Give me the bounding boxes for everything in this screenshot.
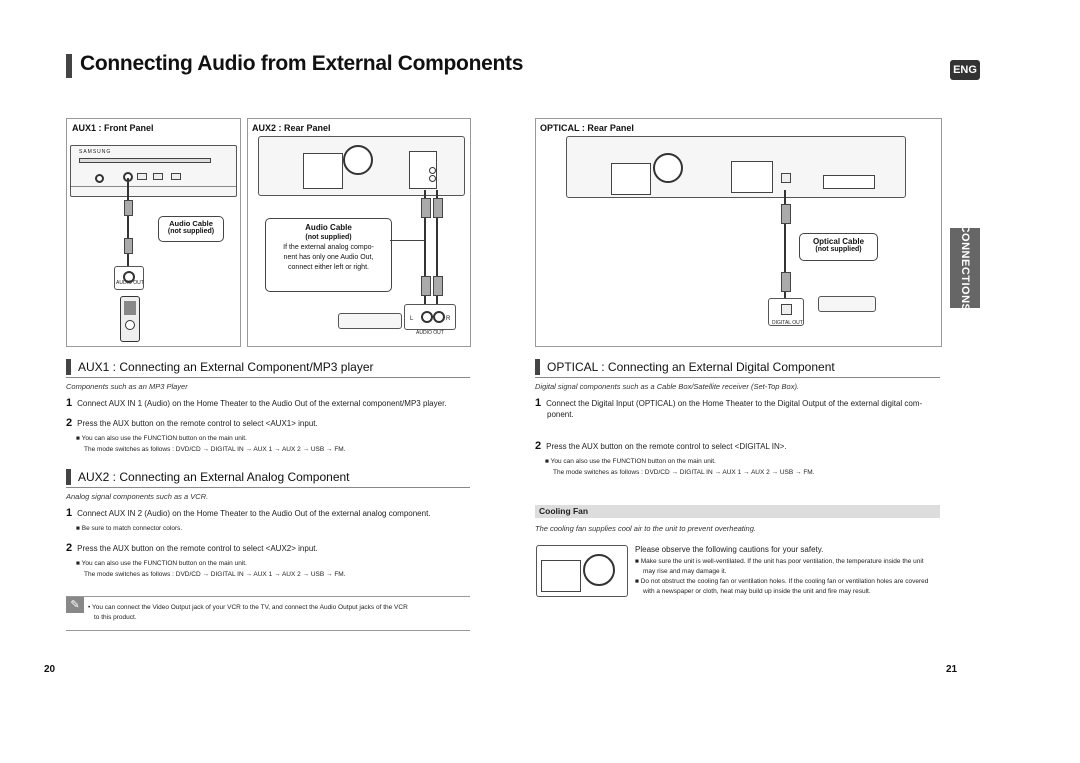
aux1-heading: AUX1 : Connecting an External Component/MP3 player [78, 360, 374, 374]
note-box [66, 596, 470, 631]
cable-desc: If the external analog compo- [283, 244, 374, 251]
cable-name: Audio Cable [305, 223, 352, 232]
optical-bullet-2 [553, 468, 815, 478]
cooling-fan-subtitle: The cooling fan supplies cool air to the unit to prevent overheating. [535, 524, 756, 533]
section-rule [535, 377, 940, 378]
aux2-figure-label: AUX2 : Rear Panel [252, 123, 331, 133]
bullet-text: You can also use the FUNCTION button on the main unit. [81, 560, 247, 567]
callout-pointer [390, 240, 424, 241]
usb-port [137, 173, 147, 180]
speaker-terminals [611, 163, 651, 195]
audio-cable-line [127, 178, 129, 268]
audio-out-label: AUDIO OUT [416, 330, 444, 336]
page-number-left: 20 [44, 664, 56, 675]
cable-note: (not supplied) [305, 234, 352, 241]
panel-line [71, 186, 236, 187]
digital-out-port [781, 304, 792, 315]
cable-plug [433, 198, 443, 218]
step-number: 1 [535, 397, 542, 409]
aux1-subtitle: Components such as an MP3 Player [66, 382, 188, 391]
aux1-bullet-2 [84, 445, 346, 455]
mp3-screen [124, 301, 136, 315]
step-number: 2 [535, 440, 542, 452]
aux-in-2-jack [429, 167, 436, 174]
optical-subtitle: Digital signal components such as a Cable Box/Satellite receiver (Set-Top Box). [535, 382, 800, 391]
cable-desc: connect either left or right. [288, 264, 369, 271]
cable-plug [124, 238, 133, 254]
cooling-fan [583, 554, 615, 586]
bullet-text: You can also use the FUNCTION button on the main unit. [550, 458, 716, 465]
home-theater-rear-panel-optical [566, 136, 906, 198]
aux2-bullet-2 [84, 570, 346, 580]
cooling-fan [343, 145, 373, 175]
cable-name: Audio Cable [169, 219, 213, 228]
step-text: ponent. [547, 410, 574, 419]
step-number: 1 [66, 397, 73, 409]
aux2-subtitle: Analog signal components such as a VCR. [66, 492, 209, 501]
audio-out-right-jack [433, 311, 445, 323]
step-number: 2 [66, 542, 73, 554]
step-number: 1 [66, 507, 73, 519]
mp3-player [120, 296, 140, 342]
vcr-device [338, 313, 402, 329]
section-marker [535, 359, 540, 375]
step-number: 2 [66, 417, 73, 429]
home-theater-rear-panel [258, 136, 465, 196]
hdmi-panel [823, 175, 875, 189]
optical-step-2 [535, 441, 940, 452]
section-marker [66, 359, 71, 375]
cable-plug [124, 200, 133, 216]
optical-heading: OPTICAL : Connecting an External Digital Component [547, 360, 835, 374]
note-icon: ✎ [66, 597, 84, 613]
aux2-step-2 [66, 543, 470, 554]
bullet-text: The mode switches as follows : DVD/CD → DIGITAL IN → AUX 1 → AUX 2 → USB → FM. [84, 446, 346, 453]
set-top-box [818, 296, 876, 312]
optical-in-port [781, 173, 791, 183]
aux-in-2-jack [429, 175, 436, 182]
aux1-step-2 [66, 418, 470, 429]
mp3-wheel [125, 320, 135, 330]
cable-plug [421, 198, 431, 218]
audio-out-label: AUDIO OUT [116, 280, 144, 286]
aux2-cable-callout [265, 218, 392, 292]
cable-note: (not supplied) [815, 246, 862, 253]
step-text: Press the AUX button on the remote control to select <AUX1> input. [77, 419, 318, 428]
step-text: Press the AUX button on the remote control to select <DIGITAL IN>. [546, 442, 787, 451]
note-line: to this product. [94, 614, 137, 621]
mp3-jack-box [114, 266, 144, 290]
input-panel [731, 161, 773, 193]
cable-name: Optical Cable [812, 237, 865, 246]
home-theater-front-panel [70, 145, 237, 197]
aux1-step-1 [66, 398, 470, 409]
cooling-bullet-2: ■ Do not obstruct the cooling fan or ventilation holes. If the cooling fan or ventilation holes are covered with a newspaper or cloth, heat may build up inside the unit and fire may result. [635, 578, 929, 595]
cooling-fan-illustration [536, 545, 628, 597]
bullet-text: with a newspaper or cloth, heat may build up inside the unit and fire may result. [643, 588, 871, 595]
front-display [79, 158, 211, 163]
cable-plug [781, 204, 791, 224]
aux2-bullet-1: ■ You can also use the FUNCTION button on the main unit. [76, 560, 247, 567]
note-line: • You can connect the Video Output jack of your VCR to the TV, and connect the Audio Output jacks of the VCR [88, 604, 408, 611]
aux2-step-1 [66, 508, 470, 519]
bullet-text: Make sure the unit is well-ventilated. If the unit has poor ventilation, the temperature inside the unit [640, 558, 924, 565]
cable-plug [781, 272, 791, 292]
speaker-terminals [541, 560, 581, 592]
optical-cable-callout [799, 233, 878, 261]
aux2-step1-bullet: ■ Be sure to match connector colors. [76, 525, 183, 532]
language-badge: ENG [950, 60, 980, 80]
section-rule [66, 377, 470, 378]
samsung-logo: SAMSUNG [79, 149, 112, 155]
section-tab: CONNECTIONS [950, 228, 980, 308]
cooling-bullet-1: ■ Make sure the unit is well-ventilated. If the unit has poor ventilation, the temperature inside the unit may rise and may damage it. [635, 558, 924, 575]
bullet-text: The mode switches as follows : DVD/CD → DIGITAL IN → AUX 1 → AUX 2 → USB → FM. [553, 469, 815, 476]
bullet-text: Do not obstruct the cooling fan or ventilation holes. If the cooling fan or ventilation holes are covered [640, 578, 929, 585]
step-text: Connect the Digital Input (OPTICAL) on the Home Theater to the Digital Output of the external digital com- [546, 399, 923, 408]
bullet-text: You can also use the FUNCTION button on the main unit. [81, 435, 247, 442]
cable-desc: nent has only one Audio Out, [283, 254, 374, 261]
cooling-fan-heading: Cooling Fan [535, 505, 940, 518]
optical-step-1 [535, 398, 940, 420]
optical-figure-label: OPTICAL : Rear Panel [540, 123, 634, 133]
step-text: Connect AUX IN 2 (Audio) on the Home Theater to the Audio Out of the external analog component. [77, 509, 431, 518]
aux2-heading: AUX2 : Connecting an External Analog Component [78, 470, 350, 484]
digital-out-label: DIGITAL OUT [772, 320, 803, 326]
cable-note: (not supplied) [167, 228, 215, 235]
bullet-text: Be sure to match connector colors. [81, 525, 183, 532]
cable-plug [433, 276, 443, 296]
step-text: Press the AUX button on the remote control to select <AUX2> input. [77, 544, 318, 553]
left-label: L [410, 316, 414, 322]
cable-plug [421, 276, 431, 296]
optical-bullet-1: ■ You can also use the FUNCTION button on the main unit. [545, 458, 716, 465]
front-power-button [95, 174, 104, 183]
cooling-fan [653, 153, 683, 183]
aux1-bullet-1: ■ You can also use the FUNCTION button on the main unit. [76, 435, 247, 442]
page-title: Connecting Audio from External Components [80, 52, 524, 75]
speaker-terminals [303, 153, 343, 189]
bullet-text: The mode switches as follows : DVD/CD → DIGITAL IN → AUX 1 → AUX 2 → USB → FM. [84, 571, 346, 578]
cooling-intro: Please observe the following cautions for your safety. [635, 545, 824, 554]
page-number-right: 21 [946, 664, 958, 675]
section-marker [66, 469, 71, 485]
front-button [171, 173, 181, 180]
bullet-text: may rise and may damage it. [643, 568, 727, 575]
audio-out-left-jack [421, 311, 433, 323]
aux1-figure-label: AUX1 : Front Panel [72, 123, 154, 133]
front-button [153, 173, 163, 180]
aux1-cable-callout [158, 216, 224, 242]
right-label: R [446, 316, 451, 322]
step-text: Connect AUX IN 1 (Audio) on the Home Theater to the Audio Out of the external component/MP3 player. [77, 399, 447, 408]
section-rule [66, 487, 470, 488]
note-text [88, 603, 468, 623]
